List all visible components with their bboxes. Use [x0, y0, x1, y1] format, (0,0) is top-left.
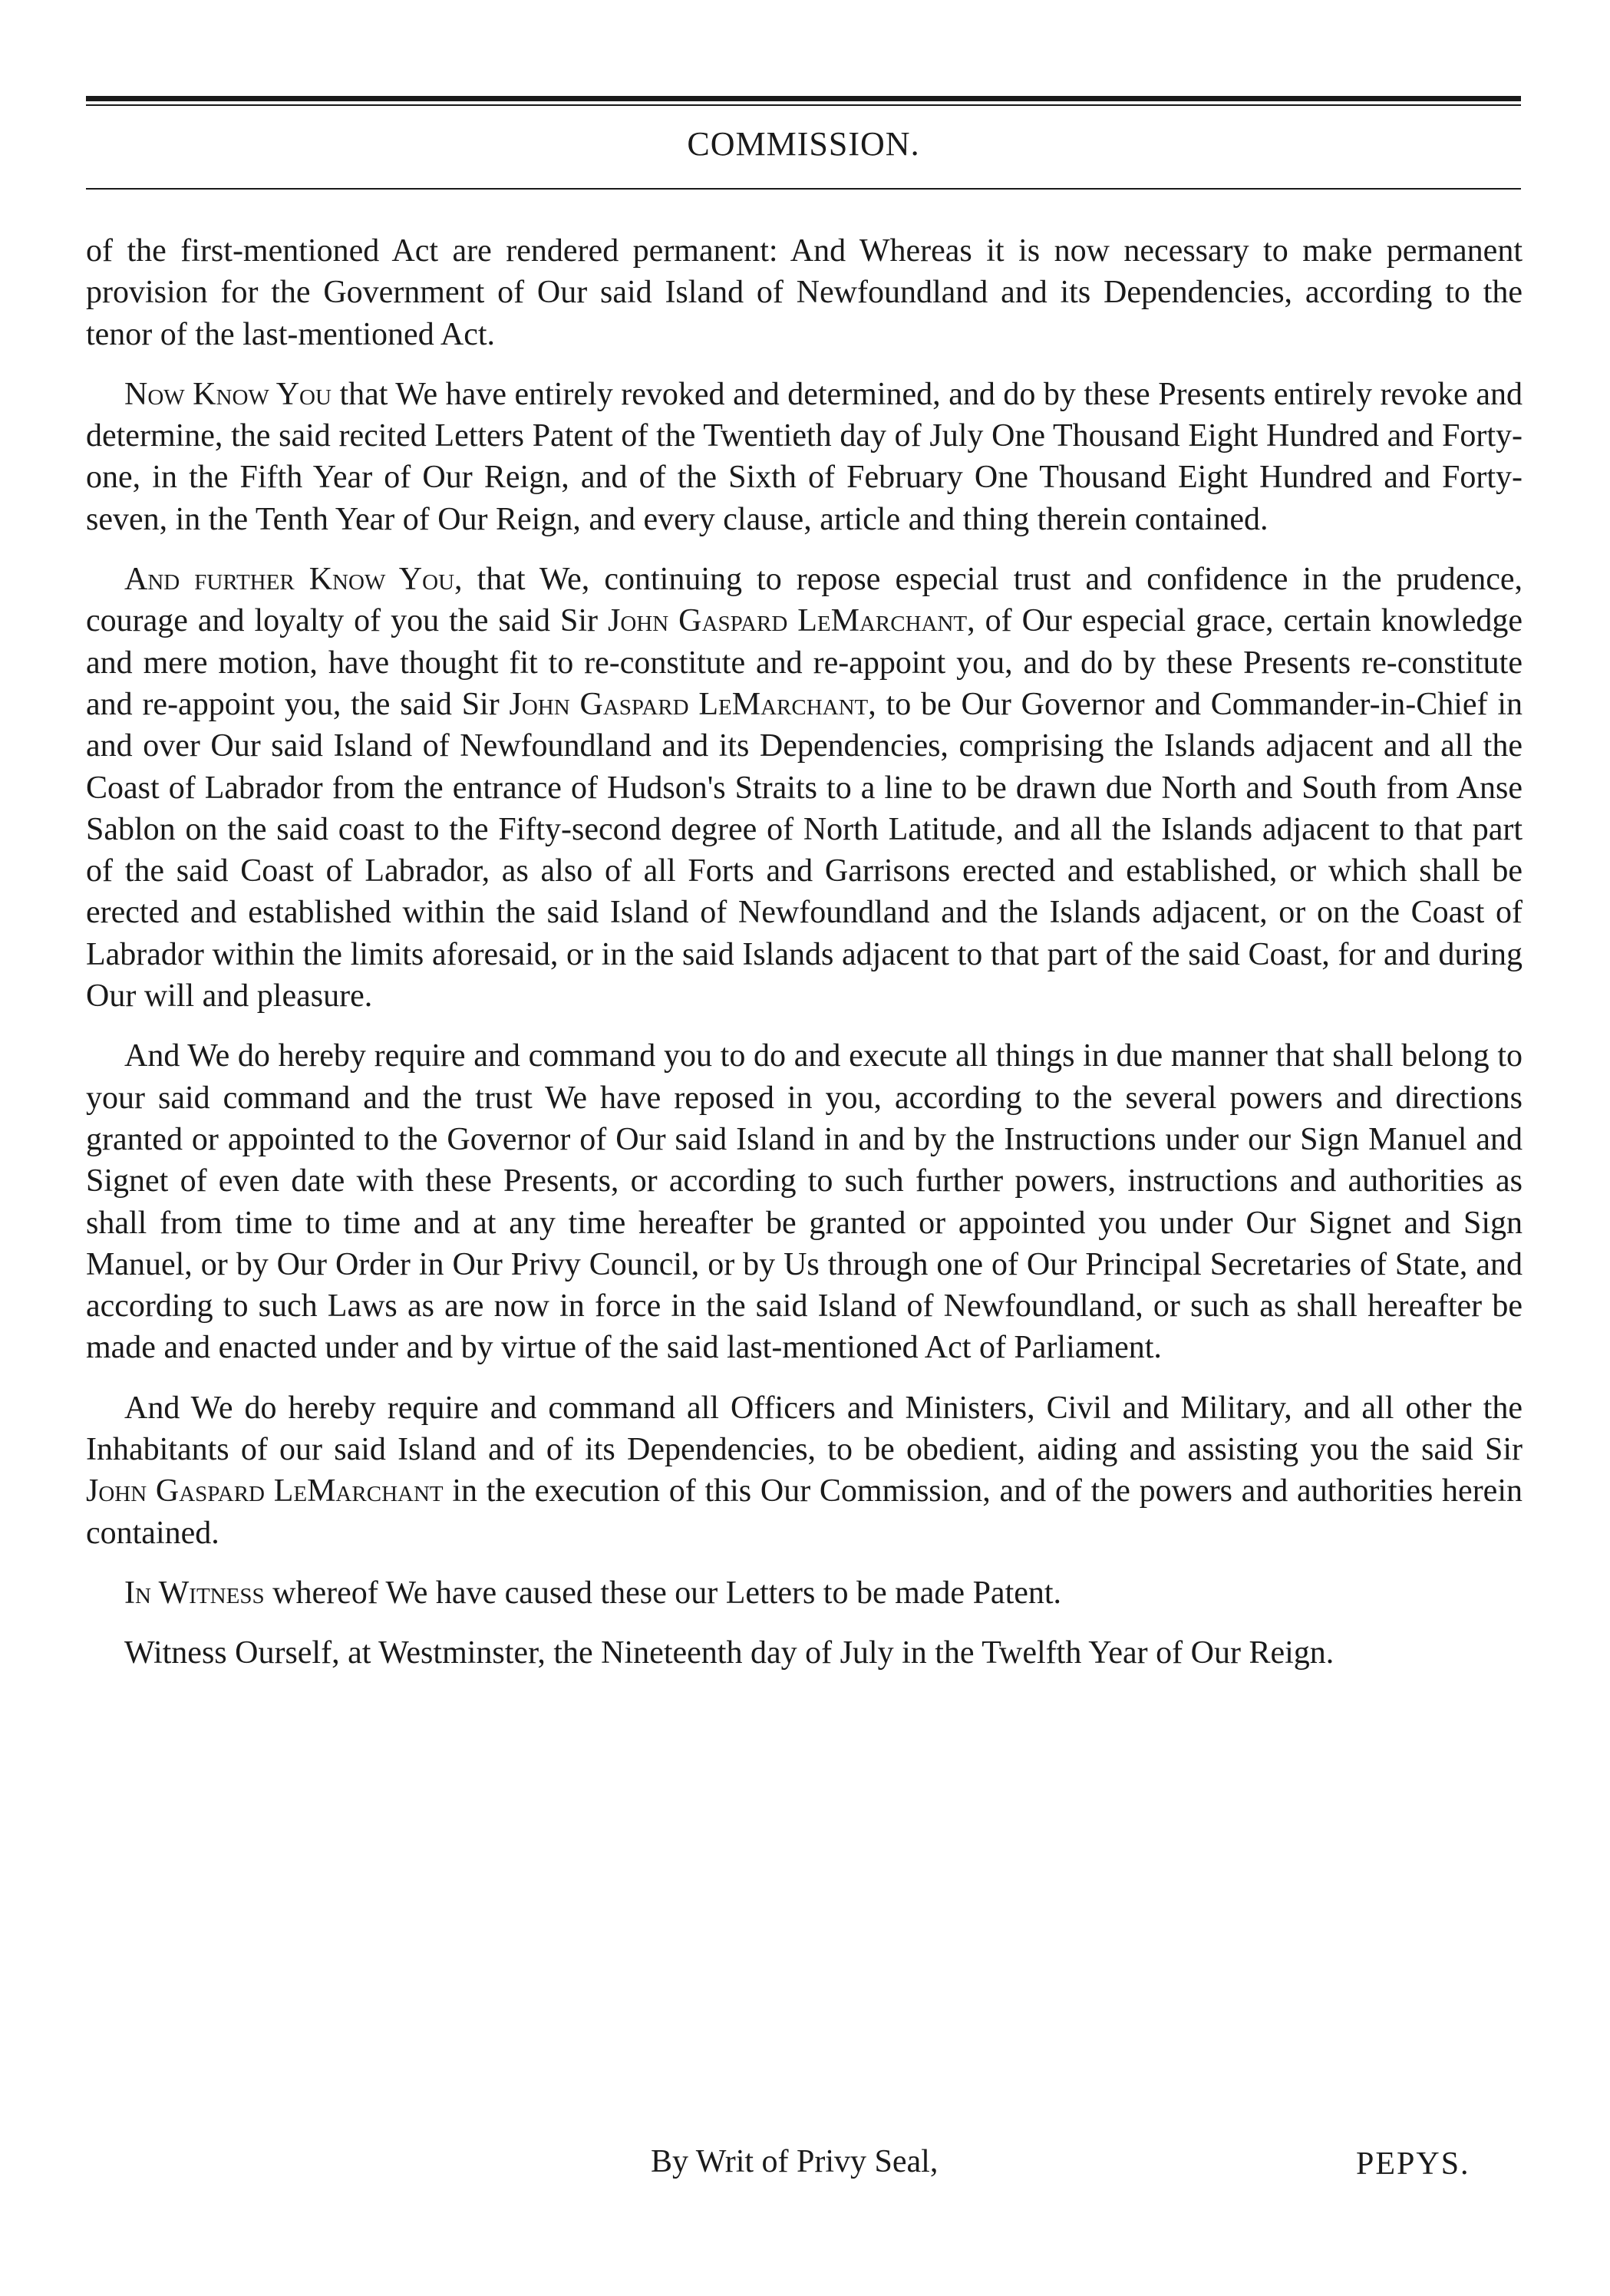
paragraph-3-lead: And further Know You [124, 562, 455, 598]
governor-name: John Gaspard LeMarchant [608, 603, 968, 639]
paragraph-7: Witness Ourself, at Westminster, the Nineteenth day of July in the Twelfth Year of Our Reign. [124, 1635, 1335, 1671]
running-header: COMMISSION. [687, 125, 920, 163]
paragraph-2-text: that We have entirely revoked and determined, and do by these Presents entirely revoke and determine, the said recited Letters Patent of the Twentieth day of July One Thousand Eight Hundred and Forty-one, in the Fifth Year of Our Reign, and of the Sixth of February One Thousand Eight Hundred and Forty-seven, in the Tenth Year of Our Reign, and every clause, article and thing therein contained. [86, 376, 1523, 537]
paragraph-3-text-1: , that We, continuing to repose especial trust and confidence in the prudence, courage and loyalty of you the said Sir [86, 562, 1523, 639]
paragraph-2 [86, 374, 1523, 540]
top-double-rule [86, 96, 1521, 101]
paragraph-3-text-3: , to be Our Governor and Commander-in-Chief in and over Our said Island of Newfoundland and its Dependencies, comprising the Islands adjacent and all the Coast of Labrador from the entrance of Hudson's Straits to a line to be drawn due North and South from Anse Sablon on the said coast to the Fifty-second degree of North Latitude, and all the Islands adjacent to that part of the said Coast of Labrador, as also of all Forts and Garrisons erected and established, or which shall be erected and established within the said Island of Newfoundland and the Islands adjacent, or on the Coast of Labrador within the limits aforesaid, or in the said Islands adjacent to that part of the said Coast, for and during Our will and pleasure. [86, 686, 1523, 1014]
paragraph-5 [86, 1387, 1523, 1554]
paragraph-5-text-2: in the execution of this Our Commission, and of the powers and authorities herein contained. [86, 1473, 1523, 1551]
paragraph-1: of the first-mentioned Act are rendered permanent: And Whereas it is now necessary to make permanent provision for the Government of Our said Island of Newfoundland and its Dependencies, according to the tenor of the last-mentioned Act. [86, 233, 1523, 352]
paragraph-2-lead: Now Know You [124, 376, 332, 412]
header-rule [86, 188, 1521, 190]
governor-name: John Gaspard LeMarchant [509, 686, 869, 722]
writ-line: By Writ of Privy Seal, [651, 2144, 939, 2179]
paragraph-5-text-1: And We do hereby require and command all Officers and Ministers, Civil and Military, and all other the Inhabitants of our said Island and of its Dependencies, to be obedient, aiding and assisting you the said Sir [86, 1390, 1523, 1468]
signatory-name: PEPYS. [1356, 2146, 1470, 2182]
paragraph-3-text-2: , of Our especial grace, certain knowledge and mere motion, have thought fit to re-constitute and re-appoint you, and do by these Presents re-constitute and re-appoint you, the said Sir [86, 603, 1523, 722]
paragraph-6-text: whereof We have caused these our Letters to be made Patent. [264, 1575, 1062, 1611]
paragraph-6-lead: In Witness [124, 1575, 265, 1611]
paragraph-3 [86, 559, 1523, 1017]
body-text [86, 230, 1523, 1693]
paragraph-6 [86, 1572, 1523, 1614]
paragraph-4: And We do hereby require and command you to do and execute all things in due manner that shall belong to your said command and the trust We have reposed in you, according to the several powers and directions granted or appointed to the Governor of Our said Island in and by the Instructions under our Sign Manuel and Signet of even date with these Presents, or according to such further powers, instructions and authorities as shall from time to time and at any time hereafter be granted or appointed you under Our Signet and Sign Manuel, or by Our Order in Our Privy Council, or by Us through one of Our Principal Secretaries of State, and according to such Laws as are now in force in the said Island of Newfoundland, or such as shall hereafter be made and enacted under and by virtue of the said last-mentioned Act of Parliament. [86, 1038, 1523, 1366]
governor-name: John Gaspard LeMarchant [86, 1473, 444, 1509]
